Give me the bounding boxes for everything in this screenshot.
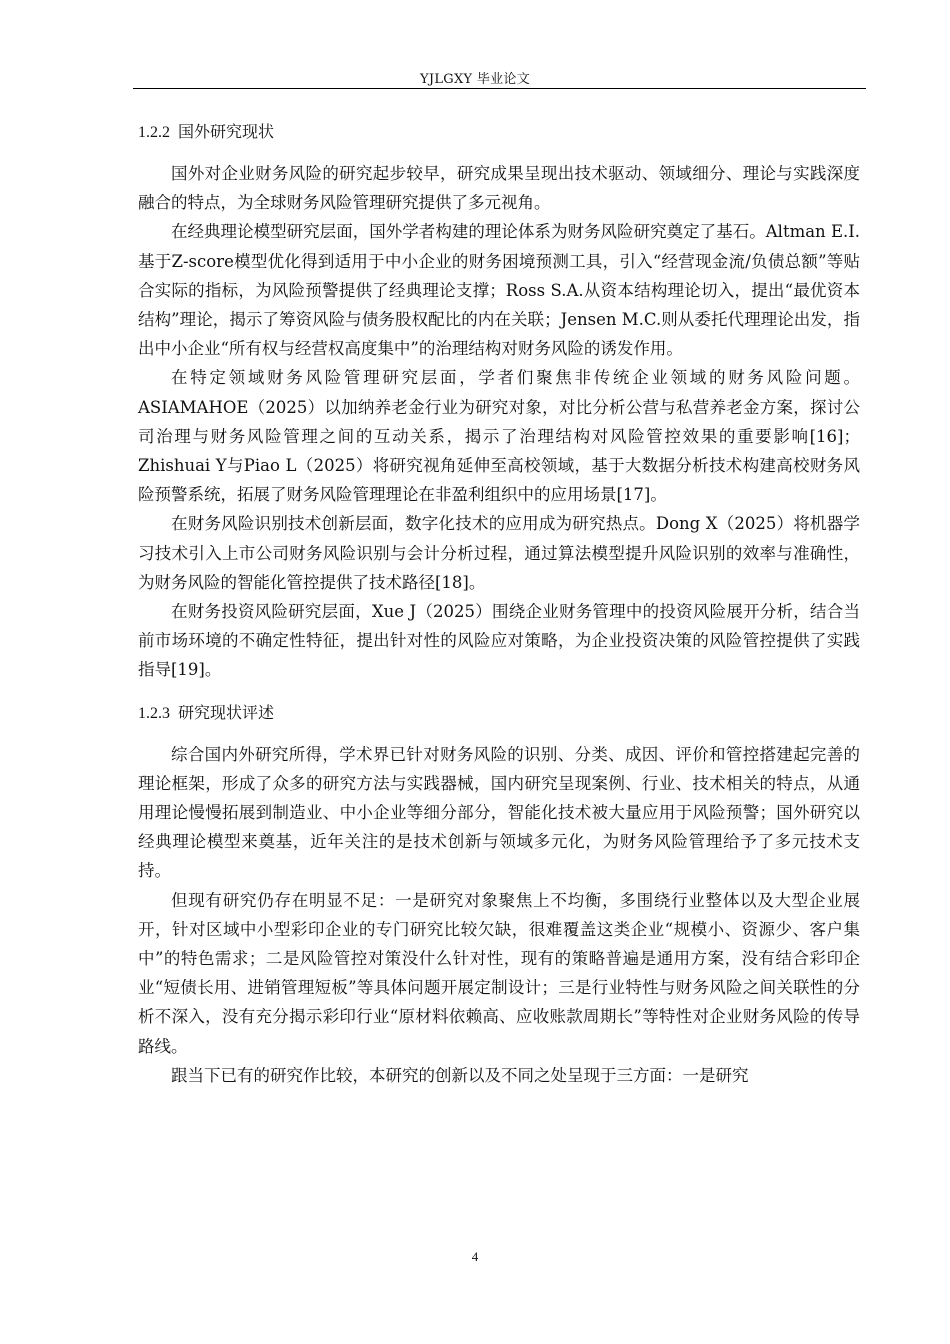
paragraph: 但现有研究仍存在明显不足：一是研究对象聚焦上不均衡，多围绕行业整体以及大型企业展开，针对区域中小型彩印企业的专门研究比较欠缺，很难覆盖这类企业“规模小、资源少、客户集中”的特色需求；二是风险管控对策没什么针对性，现有的策略普遍是通用方案，没有结合彩印企业“短债长用、进销管理短板”等具体问题开展定制设计；三是行业特性与财务风险之间关联性的分析不深入，没有充分揭示彩印行业“原材料依赖高、应收账款周期长”等特性对企业财务风险的传导路线。 (138, 890, 860, 1056)
paragraph: 在经典理论模型研究层面，国外学者构建的理论体系为财务风险研究奠定了基石。Altman E.I.基于Z-score模型优化得到适用于中小企业的财务困境预测工具，引入“经营现金流/负债总额”等贴合实际的指标，为风险预警提供了经典理论支撑；Ross S.A.从资本结构理论切入，提出“最优资本结构”理论，揭示了筹资风险与债务股权配比的内在关联；Jensen M.C.则从委托代理理论出发，指出中小企业“所有权与经营权高度集中”的治理结构对财务风险的诱发作用。 (138, 222, 860, 359)
section-heading (138, 699, 860, 728)
page-number: 4 (471, 1249, 479, 1264)
document-body (138, 118, 860, 1090)
running-header: YJLGXY 毕业论文 (419, 72, 531, 87)
section-title: 国外研究现状 (178, 122, 275, 141)
paragraph: 在特定领域财务风险管理研究层面，学者们聚焦非传统企业领域的财务风险问题。ASIAMAHOE（2025）以加纳养老金行业为研究对象，对比分析公营与私营养老金方案，探讨公司治理与财务风险管理之间的互动关系，揭示了治理结构对风险管控效果的重要影响[16]；Zhishuai Y与Piao L（2025）将研究视角延伸至高校领域，基于大数据分析技术构建高校财务风险预警系统，拓展了财务风险管理理论在非盈利组织中的应用场景[17]。 (138, 368, 860, 505)
section-number: 1.2.3 (138, 704, 170, 722)
paragraph: 在财务风险识别技术创新层面，数字化技术的应用成为研究热点。Dong X（2025）将机器学习技术引入上市公司财务风险识别与会计分析过程，通过算法模型提升风险识别的效率与准确性，为财务风险的智能化管控提供了技术路径[18]。 (138, 514, 860, 592)
paragraph: 综合国内外研究所得，学术界已针对财务风险的识别、分类、成因、评价和管控搭建起完善的理论框架，形成了众多的研究方法与实践器械，国内研究呈现案例、行业、技术相关的特点，从通用理论慢慢拓展到制造业、中小企业等细分部分，智能化技术被大量应用于风险预警；国外研究以经典理论模型来奠基，近年关注的是技术创新与领域多元化，为财务风险管理给予了多元技术支持。 (138, 744, 860, 881)
section-heading (138, 118, 860, 147)
header-rule (133, 88, 866, 89)
paragraph: 在财务投资风险研究层面，Xue J（2025）围绕企业财务管理中的投资风险展开分析，结合当前市场环境的不确定性特征，提出针对性的风险应对策略，为企业投资决策的风险管控提供了实践指导[19]。 (138, 602, 860, 680)
section-title: 研究现状评述 (178, 702, 275, 722)
section-number: 1.2.2 (138, 124, 170, 141)
paragraph: 国外对企业财务风险的研究起步较早，研究成果呈现出技术驱动、领域细分、理论与实践深度融合的特点，为全球财务风险管理研究提供了多元视角。 (138, 164, 860, 213)
paragraph: 跟当下已有的研究作比较，本研究的创新以及不同之处呈现于三方面：一是研究 (171, 1065, 749, 1085)
